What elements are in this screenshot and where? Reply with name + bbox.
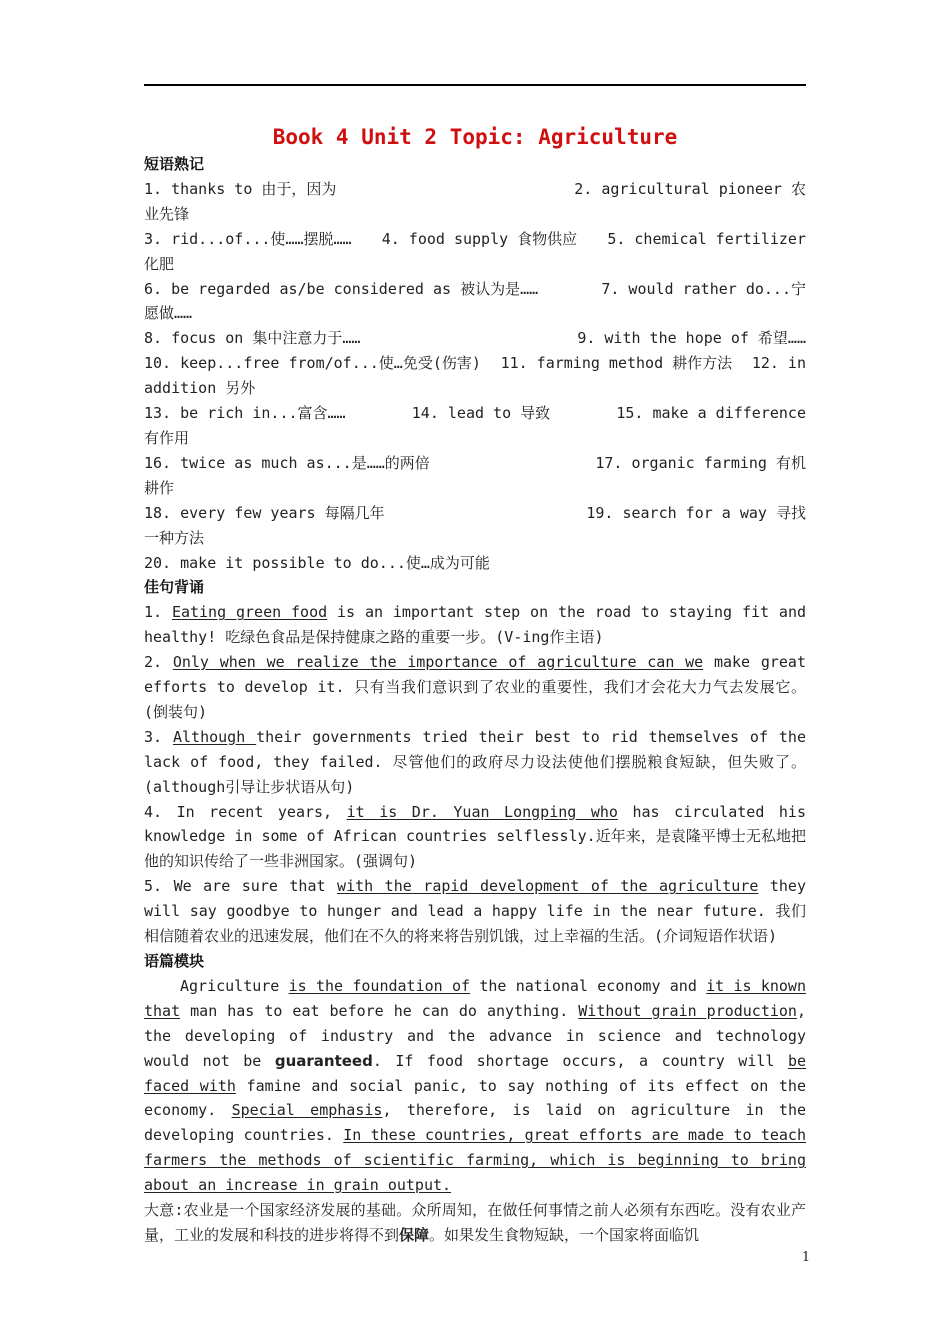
phrase-line [144, 227, 806, 252]
bold-word: guaranteed [274, 1051, 373, 1070]
bold-word: 保障 [399, 1225, 430, 1244]
phrase-line: 一种方法 [144, 528, 205, 547]
phrase-line: addition 另外 [144, 379, 256, 398]
header-rule [144, 84, 806, 86]
phrase-line [144, 501, 806, 526]
phrase-item: 13. be rich in...富含…… [144, 404, 346, 423]
sentence-item: 5. We are sure that with the rapid development of the agriculture they will say goodbye to hunger and lead a happy life in the near future. 我们相信随着农业的迅速发展，他们在不久的将来将告别饥饿，过上幸福的生活。(介词短语作状语) [144, 877, 806, 946]
sentence-item: 3. Although their governments tried their best to rid themselves of the lack of food, they failed. 尽管他们的政府尽力设法使他们摆脱粮食短缺，但失败了。(although引导让步状语从句) [144, 727, 806, 796]
phrase-item: 9. with the hope of 希望…… [577, 329, 806, 348]
phrase-item: 5. chemical fertilizer [607, 229, 806, 248]
underlined-phrase: In these countries, great efforts are made to teach farmers the methods of scientific farming, which is beginning to bring about an increase in grain output. [144, 1126, 806, 1195]
phrase-line [144, 326, 806, 351]
sentences-heading: 佳句背诵 [144, 578, 205, 597]
underlined-phrase: Although [172, 727, 257, 746]
page-number: 1 [801, 1250, 811, 1265]
phrase-line: 有作用 [144, 428, 190, 447]
phrase-item: 2. agricultural pioneer 农 [574, 179, 806, 198]
phrase-item: 1. thanks to 由于，因为 [144, 179, 337, 198]
phrase-item: 7. would rather do...宁 [601, 279, 806, 298]
underlined-phrase: be faced with [144, 1051, 806, 1095]
underlined-phrase: with the rapid development of the agriculture [337, 877, 759, 896]
phrase-item: 15. make a difference [616, 404, 806, 423]
phrases-heading: 短语熟记 [144, 155, 205, 173]
phrase-item: 12. in [751, 354, 806, 373]
underlined-phrase: Special emphasis [231, 1101, 383, 1120]
phrase-item: 19. search for a way 寻找 [586, 503, 806, 522]
phrase-line [144, 351, 806, 376]
phrase-item: 17. organic farming 有机 [595, 453, 806, 472]
phrase-line: 业先锋 [144, 204, 190, 223]
passage-paragraph: Agriculture is the foundation of the national economy and it is known that man has to eat before he can do anything. Without grain production, the developing of industry and the advance in science and technology would not be guaranteed. If food shortage occurs, a country will be faced with famine and social panic, to say nothing of its effect on the economy. Special emphasis, therefore, is laid on agriculture in the developing countries. In these countries, great efforts are made to teach farmers the methods of scientific farming, which is beginning to bring about an increase in grain output. [144, 976, 807, 1195]
underlined-phrase: it is known that [144, 976, 806, 1020]
underlined-phrase: it is Dr. Yuan Longping who [346, 802, 618, 821]
phrase-item: 11. farming method 耕作方法 [500, 354, 733, 373]
underlined-phrase: Only when we realize the importance of agriculture can we [172, 653, 704, 672]
sentence-item: 4. In recent years, it is Dr. Yuan Longping who has circulated his knowledge in some of African countries selflessly.近年来，是袁隆平博士无私地把他的知识传给了一些非洲国家。(强调句) [144, 802, 806, 871]
underlined-phrase: Without grain production [578, 1001, 797, 1020]
phrase-item: 6. be regarded as/be considered as 被认为是…… [144, 279, 539, 298]
phrase-line: 耕作 [144, 478, 175, 497]
underlined-phrase: is the foundation of [288, 976, 471, 995]
underlined-phrase: Eating green food [171, 603, 328, 622]
phrase-line [144, 401, 806, 426]
phrase-line: 化肥 [144, 254, 175, 273]
phrase-line: 愿做…… [144, 304, 193, 323]
phrase-item: 14. lead to 导致 [411, 404, 551, 423]
page-title: Book 4 Unit 2 Topic: Agriculture [272, 125, 678, 149]
sentence-item: 2. Only when we realize the importance of agriculture can we make great efforts to develop it. 只有当我们意识到了农业的重要性，我们才会花大力气去发展它。(倒装句) [144, 653, 806, 721]
phrase-line: 20. make it possible to do...使…成为可能 [144, 553, 490, 572]
phrase-item: 10. keep...free from/of...使…免受(伤害) [144, 354, 481, 373]
phrase-item: 16. twice as much as...是……的两倍 [144, 453, 430, 472]
passage-summary: 大意:农业是一个国家经济发展的基础。众所周知，在做任何事情之前人必须有东西吃。没有农业产量，工业的发展和科技的进步将得不到保障。如果发生食物短缺，一个国家将面临饥 [144, 1201, 806, 1244]
passage-heading: 语篇模块 [144, 952, 205, 970]
phrase-item: 4. food supply 食物供应 [381, 229, 578, 248]
phrase-item: 18. every few years 每隔几年 [144, 503, 385, 522]
phrase-line [144, 177, 806, 202]
phrase-item: 3. rid...of...使……摆脱…… [144, 229, 352, 248]
phrase-line [144, 277, 806, 302]
phrase-item: 8. focus on 集中注意力于…… [144, 329, 361, 348]
phrase-line [144, 451, 806, 476]
sentence-item: 1. Eating green food is an important step on the road to staying fit and healthy! 吃绿色食品是保持健康之路的重要一步。(V-ing作主语) [144, 603, 807, 647]
document-body [144, 122, 806, 1248]
